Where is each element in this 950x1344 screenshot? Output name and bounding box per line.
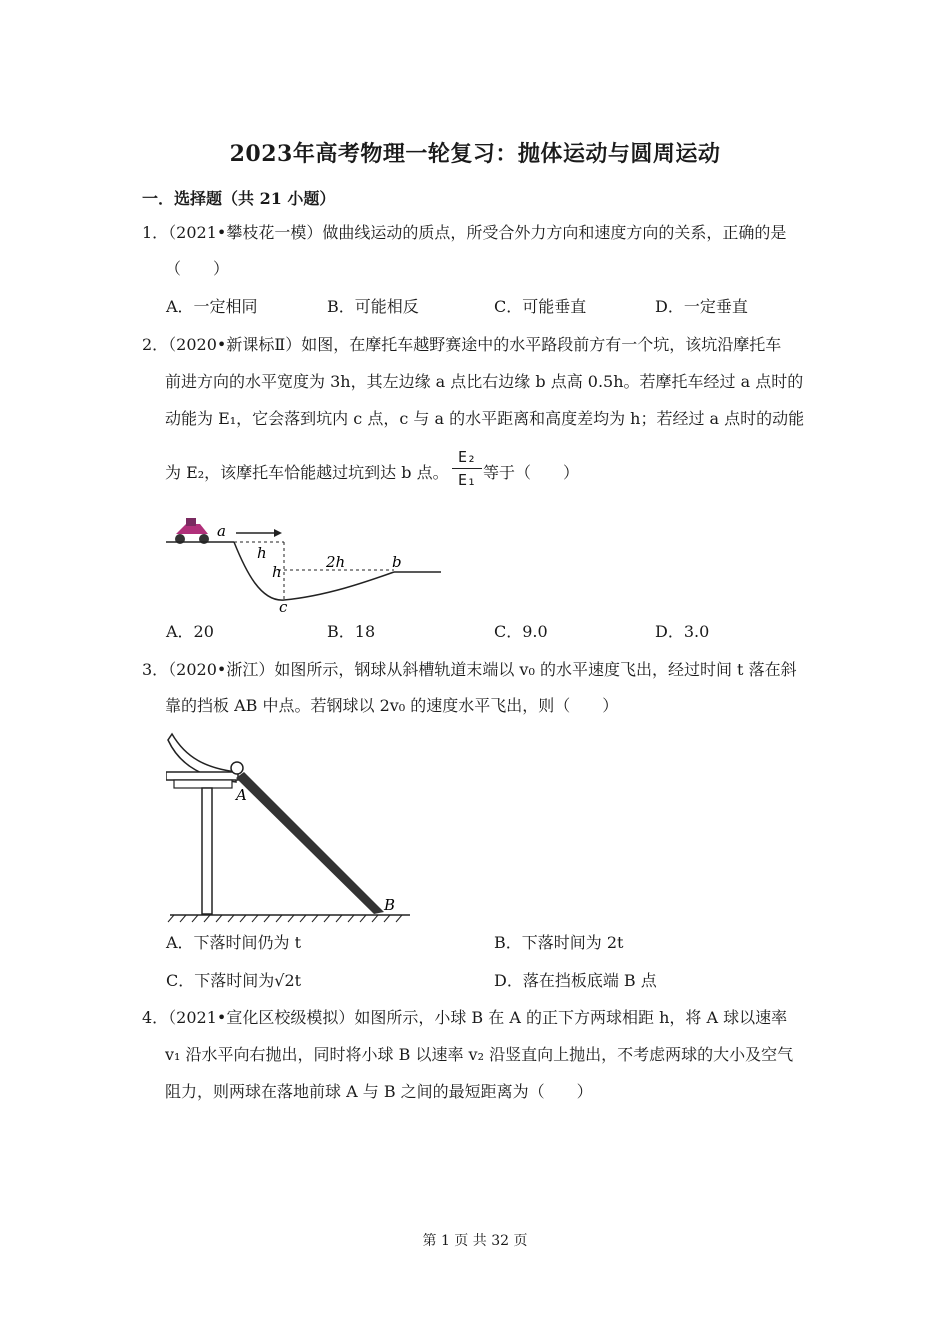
q2-line4-pre: 为 E₂，该摩托车恰能越过坑到达 b 点。 [165, 463, 449, 482]
q3-option-c: C．下落时间为√2t [166, 971, 302, 990]
q3-option-d: D．落在挡板底端 B 点 [494, 971, 657, 990]
q2-line4-post: 等于（ ） [483, 463, 580, 482]
q4-line2: v₁ 沿水平向右抛出，同时将小球 B 以速率 v₂ 沿竖直向上抛出，不考虑两球的大小及空气 [165, 1045, 794, 1064]
label-a: a [217, 522, 226, 540]
q1-option-d: D．一定垂直 [655, 297, 748, 316]
q3-line2: 靠的挡板 AB 中点。若钢球以 2v₀ 的速度水平飞出，则（ ） [165, 696, 619, 715]
inclined-board-ab [236, 772, 384, 914]
q1-option-b: B．可能相反 [327, 297, 419, 316]
label-2h: 2h [326, 553, 346, 571]
q1-line1: 1．（2021•攀枝花一模）做曲线运动的质点，所受合外力方向和速度方向的关系，正确的是 [142, 223, 787, 242]
q3-option-b: B．下落时间为 2t [494, 933, 624, 952]
q2-fraction [452, 448, 482, 489]
q3-option-a: A．下落时间仍为 t [166, 933, 302, 952]
label-b: b [392, 553, 402, 571]
q2-pit-figure [166, 512, 446, 616]
arrowhead [274, 529, 282, 537]
ground-hatching [168, 915, 402, 922]
table-leg [202, 788, 212, 914]
section-heading: 一．选择题（共 21 小题） [142, 189, 336, 208]
page-footer: 第 1 页 共 32 页 [422, 1233, 528, 1249]
q2-option-b: B．18 [327, 622, 376, 641]
q4-line3: 阻力，则两球在落地前球 A 与 B 之间的最短距离为（ ） [165, 1082, 593, 1101]
q2-option-a: A．20 [166, 622, 214, 641]
label-h-upper: h [257, 544, 267, 562]
motorcycle-icon [175, 518, 209, 544]
page-title: 2023年高考物理一轮复习：抛体运动与圆周运动 [229, 141, 721, 167]
q2-line2: 前进方向的水平宽度为 3h，其左边缘 a 点比右边缘 b 点高 0.5h。若摩托车经过 a 点时的 [165, 372, 804, 391]
label-h-lower: h [272, 563, 282, 581]
q1-line2: （ ） [165, 259, 230, 278]
q2-line3: 动能为 E₁，它会落到坑内 c 点，c 与 a 的水平距离和高度差均为 h；若经过 a 点时的动能 [165, 409, 805, 428]
q3-chute-figure [166, 728, 416, 924]
label-A: A [236, 786, 247, 804]
q2-option-c: C．9.0 [494, 622, 548, 641]
q2-line1: 2．（2020•新课标Ⅱ）如图，在摩托车越野赛途中的水平路段前方有一个坑，该坑沿摩托车 [142, 335, 782, 354]
q3-line1: 3．（2020•浙江）如图所示，钢球从斜槽轨道末端以 v₀ 的水平速度飞出，经过时间 t 落在斜 [142, 660, 797, 679]
label-c: c [279, 598, 288, 616]
fraction-bar [452, 468, 482, 469]
q1-option-a: A．一定相同 [166, 297, 258, 316]
fraction-denominator: E₁ [457, 471, 477, 489]
q4-line1: 4．（2021•宣化区校级模拟）如图所示，小球 B 在 A 的正下方两球相距 h，将 A 球以速率 [142, 1008, 788, 1027]
table-top [166, 772, 238, 780]
label-B: B [384, 896, 396, 914]
q1-option-c: C．可能垂直 [494, 297, 587, 316]
steel-ball [231, 762, 243, 774]
fraction-numerator: E₂ [457, 448, 477, 466]
q2-option-d: D．3.0 [655, 622, 710, 641]
table-rail [174, 780, 232, 788]
